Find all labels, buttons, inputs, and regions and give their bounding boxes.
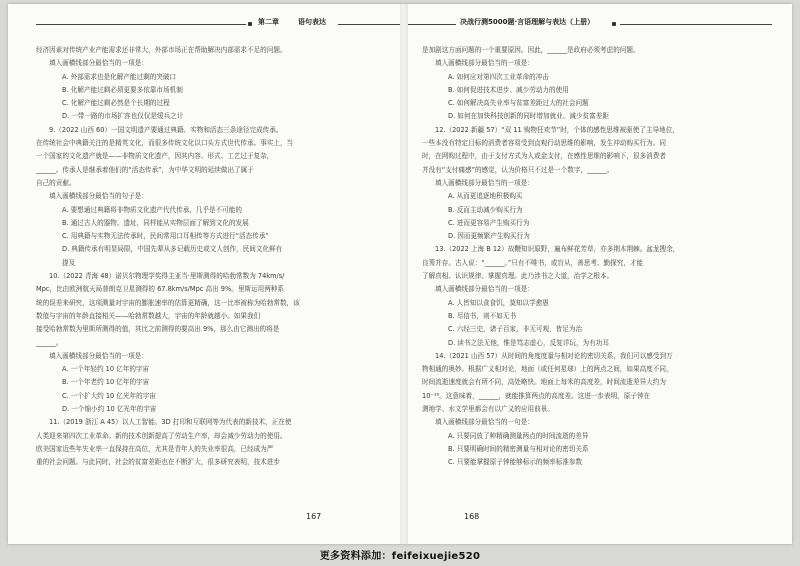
text-line: D. 一带一路的市场扩容也仅仅是缓兵之计 [62,112,184,121]
header-rule [620,24,772,25]
text-line: 物相通的奥妙。根据广义相对论，地面（或任何星球）上的两点之间，如果高度不同， [422,365,673,374]
text-line: 填入画横线部分最恰当的句子是： [49,192,148,201]
text-line: A. 要想通过典籍将非物质文化遗产代代传承，几乎是不可能的 [62,205,243,214]
text-line: 是加剧这方面问题的一个重要原因。因此，______是政府必须考虑的问题。 [422,46,640,54]
header-square-icon [248,22,252,26]
text-line: 重的社会问题。与此同时，社会的贫富差距也在不断扩大，很多研究表明，技术进步 [36,458,280,467]
footer-note: 更多资料添加：feifeixuejie520 [319,551,481,562]
text-line: 时，在网购过程中，由于支付方式为人或金支付，在感性思维的影响下，很多消费者 [422,152,666,161]
header-square-icon [612,22,616,26]
text-line: 14.（2021 山西 57）从时间的角度度量与相对论的密切关系，我们可以感受到万 [435,351,673,360]
text-line: C. 六经三史，诸子百家，非无可观，皆足为治 [448,325,583,334]
text-line: B. 反而主动减少购买行为 [448,205,523,214]
text-line: B. 化解产能过剩必须更要多依靠市场机制 [62,85,183,94]
text-line: B. 尽信书，则不如无书 [448,311,517,320]
text-line: ______。 [36,338,63,347]
text-line: C. 进而更容易产生购买行为 [448,218,530,227]
text-line: 并没有“支付痛感”的感觉，认为价格只不过是一个数字，______。 [422,165,614,174]
text-line: A. 一个年轻约 10 亿年的宇宙 [62,365,150,374]
text-line: ______。传承人是继承着他们的“活态传承”，为中华文明的延续做出了属于 [36,165,254,174]
text-line: 经济因素对传统产业产能需求还非常大，外部市场正在帮助解决内部需求不足的问题。 [36,46,287,54]
text-line: 时间流逝速度就会有所不同，高处略快。地面上每米的高度差，时间流逝差异大约为 [422,378,666,387]
text-line: C. 只要能掌握原子钟能够标示的频率标准参数 [448,458,583,467]
chapter-label: 第二章 [258,18,279,26]
text-line: A. 从而更追逐地积极购买 [448,192,523,201]
text-line: 了解真相、认识规律、掌握真理。此乃涉书之大道，治学之根本。 [422,272,614,281]
text-line: B. 通过古人的器物、遗址，同样能从实物层面了解到文化的发展 [62,218,249,227]
left-header [8,17,400,31]
text-line: A. 如何应对第四次工业革命的冲击 [448,72,549,81]
text-line: 自己的贡献。 [36,178,76,187]
page-number: 168 [464,512,480,521]
text-line: C. 一个扩大约 10 亿光年的宇宙 [62,391,156,400]
text-line: 13.（2022 上海 B 12）故鞭知识原野，遍布鲜花芳草，亦多荆木荆棘。盆龙搜余， [435,245,680,254]
header-rule [408,24,456,25]
text-line: 良莠并存。古人说：“______。”只有不唯书，或盲从，善思考、勤探究，才能 [422,258,644,267]
text-line: 10⁻¹⁶。这意味着，______，就能推算两点的高度差。这进一步表明，原子钟在 [422,391,651,400]
text-line: Mpc，比由欧洲航天局普朗克卫星测得的 67.8km/s/Mpc 高出 9%。里斯运用两种系 [36,285,284,294]
right-header [408,17,792,31]
text-line: 一个国家的文化遗产就是——非物质文化遗产，因其内容、形式、工艺过于复杂， [36,152,274,161]
book-gutter [400,4,408,544]
text-line: 一些本没有特定目标的消费者容易受到直观行动思维的影响，发生冲动购买行为。同 [422,139,666,148]
text-line: D. 一个缩小约 10 亿光年的宇宙 [62,405,157,414]
book-title: 决战行测5000题·言语理解与表达（上册） [460,18,595,26]
text-line: 12.（2022 新疆 57）“双 11 购物狂欢节”时，个体的感性思维被驱使了主导地位， [435,125,679,134]
text-line: B. 如何促进技术进步、减少劳动力的使用 [448,85,569,94]
text-line: 11.（2019 浙江 A 45）以人工智能、3D 打印和互联网等为代表的新技术，正在使 [49,418,292,427]
text-line: B. 只要明确时间的精密测量与相对论的密切关系 [448,444,589,453]
text-line: B. 一个年老约 10 亿年的宇宙 [62,378,150,387]
text-line: 10.（2022 青海 48）诺贝尔物理学奖得主亚当·里斯测得的哈勃常数为 74km/s/ [49,272,285,281]
text-line: A. 外部需求也是化解产能过剩的突破口 [62,72,177,81]
text-line: 提及 [62,258,76,267]
page-number: 167 [306,512,322,521]
text-line: 统的误差来研究，这项测量对宇宙的膨胀速率的估算更精确，这一比率被称为哈勃常数，该 [36,298,300,307]
text-line: 数值与宇宙的年龄直接相关——哈勃常数越大，宇宙的年龄就越小。如果我们 [36,311,261,320]
text-line: 填入画横线部分最恰当的一项是： [435,178,534,187]
left-page-text [36,44,381,470]
text-line: 测地学、水文学里都会有以广义的应用前景。 [422,405,554,414]
text-line: 9.（2022 山西 60）一国文明遗产要通过典籍、实物和活态三条途径完成传承。 [49,125,283,134]
text-line: 填入画横线部分最恰当的一项是： [435,59,534,68]
text-line: 填入画横线部分最恰当的一项是： [435,285,534,294]
text-line: A. 人皆知以食食饥，莫知以学愈愚 [448,298,549,307]
header-rule [338,24,400,25]
text-line: C. 化解产能过剩必然是个长期的过程 [62,99,170,108]
header-rule [36,24,246,25]
text-line: D. 如何在加快科技创新的同时增加就业、减少贫富差距 [448,112,609,121]
right-page-text [422,44,774,470]
right-page [408,4,792,544]
text-line: C. 用典籍与实物无法传承时，民间常用口耳相传等方式进行“活态传承” [62,232,269,241]
text-line: 接受哈勃常数为里斯所测得的值，其比之前测得的要高出 9%，那么由它测出的将是 [36,325,280,334]
chapter-title: 语句表达 [298,18,326,26]
book-spread [8,4,792,544]
text-line: D. 因而更频繁产生购买行为 [448,232,530,241]
text-line: 在传统社会中典籍关注的是精英文化，而很多传统文化以口头方式世代传承。事实上，当 [36,139,294,148]
text-line: C. 如何解决高失业率与贫富差距过大的社会问题 [448,99,589,108]
text-line: D. 读书之法无他，惟是笃志虚心，反复详玩，为有功耳 [448,338,609,347]
text-line: A. 只要同放了种精确测量两点的时间流逝的差异 [448,431,589,440]
text-line: 人类迎来第四次工业革命。新的技术创新提高了劳动生产率，却会减少劳动力的使用。 [36,431,287,440]
text-line: D. 典籍传承有明显局限，中国先辈从多记载历史或文人创作，民间文化鲜有 [62,245,283,254]
text-line: 欧美国家近些年失业率一直保持在高位，尤其是青年人的失业率很高，已经成为严 [36,444,274,453]
text-line: 填入画横线部分最恰当的一项是： [49,351,148,360]
text-line: 填入画横线部分最恰当的一句是： [435,418,534,427]
left-page [8,4,400,544]
text-line: 填入画横线部分最恰当的一项是： [49,59,148,68]
